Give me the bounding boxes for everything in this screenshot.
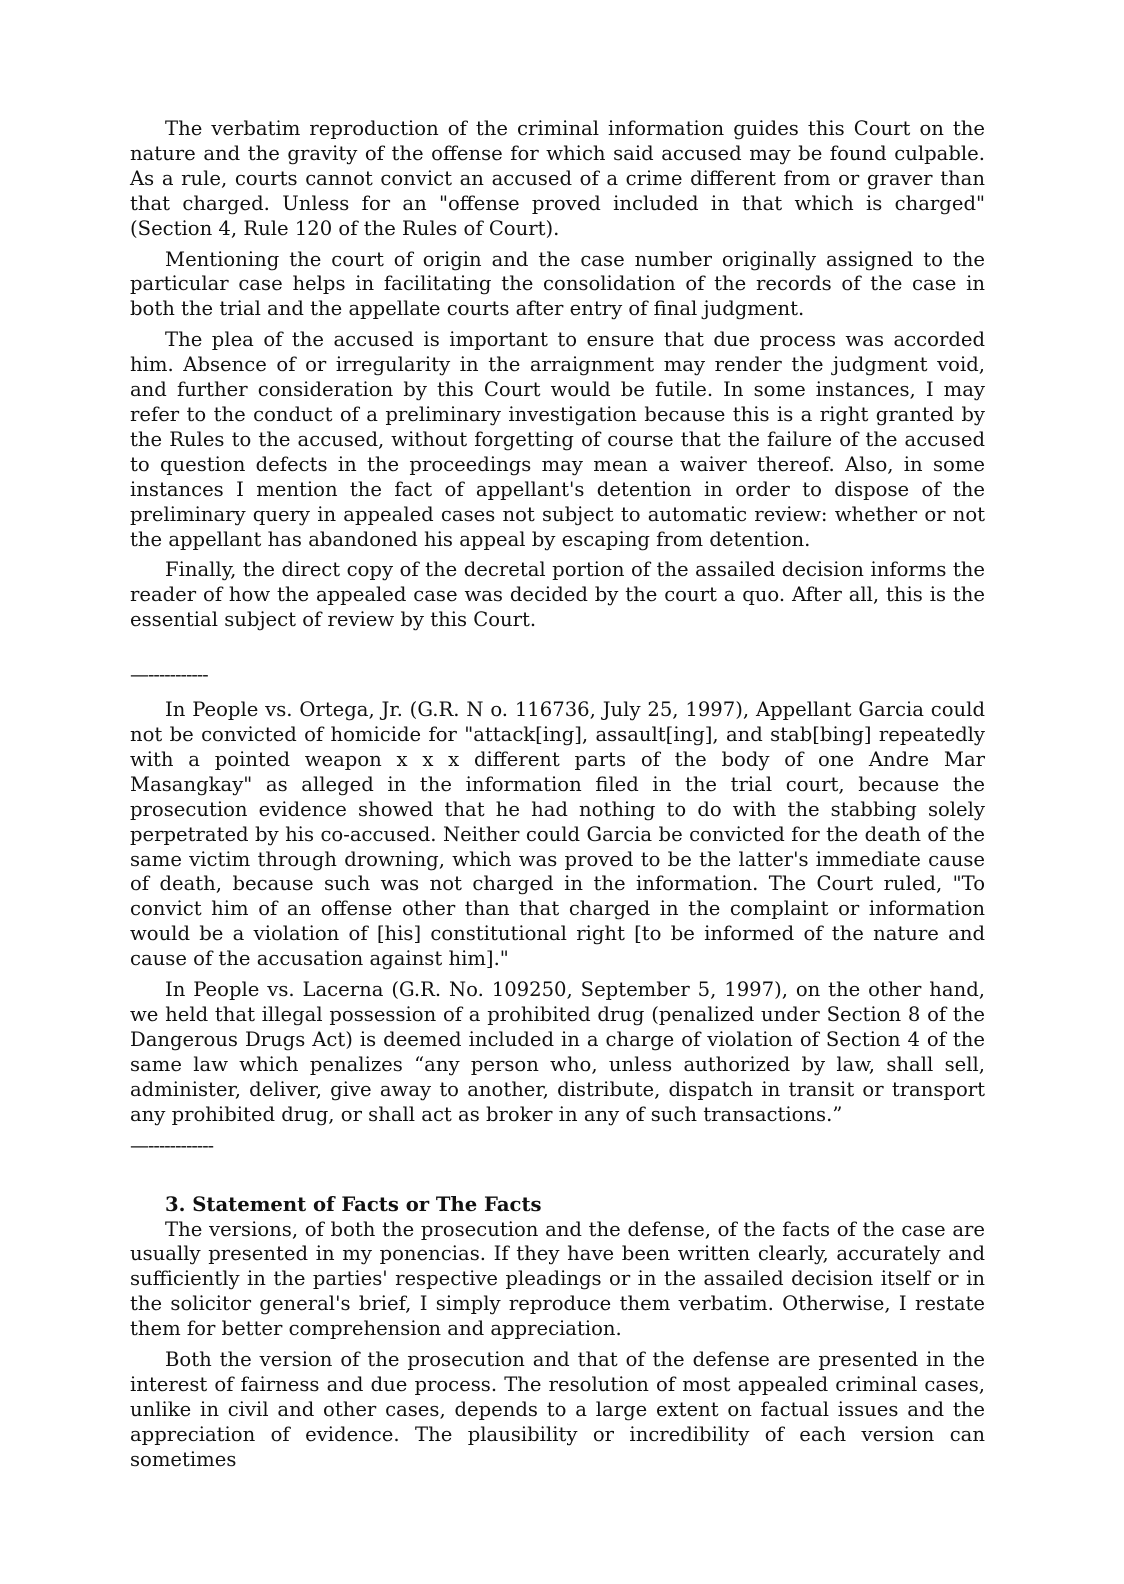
body-paragraph: Mentioning the court of origin and the case number originally assigned to the particular case helps in facilitating the consolidation of the records of the case in both the trial and the appellate courts after entry of final judgment. [130, 247, 985, 321]
document-page [130, 117, 985, 1479]
section-separator: —------------ [130, 1134, 214, 1157]
section-heading: 3. Statement of Facts or The Facts [165, 1192, 542, 1216]
body-paragraph: Finally, the direct copy of the decretal portion of the assailed decision informs the reader of how the appealed case was decided by the court a quo. After all, this is the essential subject of review by this Court. [130, 558, 985, 632]
body-paragraph: The versions, of both the prosecution and the defense, of the facts of the case are usually presented in my ponencias. If they have been written clearly, accurately and sufficiently in the parties' respective pleadings or in the assailed decision itself or in the solicitor general's brief, I simply reproduce them verbatim. Otherwise, I restate them for better comprehension and appreciation. [130, 1217, 985, 1341]
body-paragraph: Both the version of the prosecution and that of the defense are presented in the interest of fairness and due process. The resolution of most appealed criminal cases, unlike in civil and other cases, depends to a large extent on factual issues and the appreciation of evidence. The plausibility or incredibility of each version can sometimes [130, 1348, 985, 1471]
boxed-paragraph: In People vs. Lacerna (G.R. No. 109250, September 5, 1997), on the other hand, we held that illegal possession of a prohibited drug (penalized under Section 8 of the Dangerous Drugs Act) is deemed included in a charge of violation of Section 4 of the same law which penalizes “any person who, unless authorized by law, shall sell, administer, deliver, give away to another, distribute, dispatch in transit or transport any prohibited drug, or shall act as broker in any of such transactions.” [130, 978, 985, 1126]
body-paragraph: The plea of the accused is important to ensure that due process was accorded him. Absence of or irregularity in the arraignment may render the judgment void, and further consideration by this Court would be futile. In some instances, I may refer to the conduct of a preliminary investigation because this is a right granted by the Rules to the accused, without forgetting of course that the failure of the accused to question defects in the proceedings may mean a waiver thereof. Also, in some instances I mention the fact of appellant's detention in order to dispose of the preliminary query in appealed cases not subject to automatic review: whether or not the appellant has abandoned his appeal by escaping from detention. [130, 328, 985, 551]
body-paragraph: The verbatim reproduction of the criminal information guides this Court on the nature and the gravity of the offense for which said accused may be found culpable. As a rule, courts cannot convict an accused of a crime different from or graver than that charged. Unless for an "offense proved included in that which is charged" (Section 4, Rule 120 of the Rules of Court). [130, 117, 985, 240]
boxed-paragraph: In People vs. Ortega, Jr. (G.R. N o. 116736, July 25, 1997), Appellant Garcia could not be convicted of homicide for "attack[ing], assault[ing], and stab[bing] repeatedly with a pointed weapon x x x different parts of the body of one Andre Mar Masangkay" as alleged in the information filed in the trial court, because the prosecution evidence showed that he had nothing to do with the stabbing solely perpetrated by his co-accused. Neither could Garcia be convicted for the death of the same victim through drowning, which was proved to be the latter's immediate cause of death, because such was not charged in the information. The Court ruled, "To convict him of an offense other than that charged in the complaint or information would be a violation of [his] constitutional right [to be informed of the nature and cause of the accusation against him]." [130, 698, 985, 971]
section-separator: —----------- [130, 664, 208, 687]
